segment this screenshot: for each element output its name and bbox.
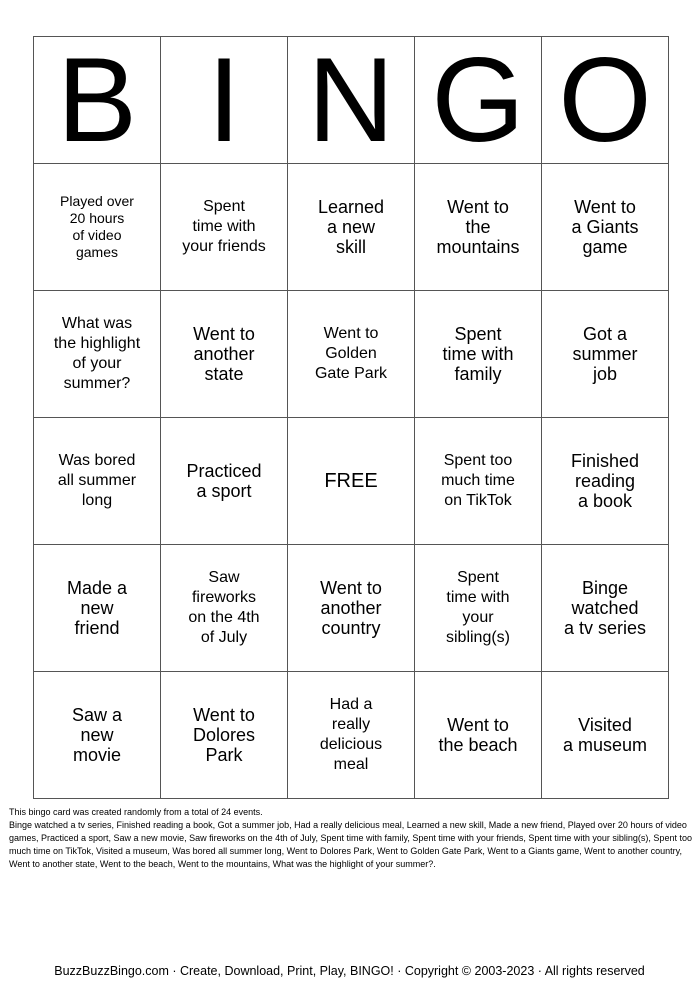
free-space-label: FREE <box>324 470 378 492</box>
description-event-list: Binge watched a tv series, Finished reading a book, Got a summer job, Had a really delicious meal, Learned a new skill, Made a new friend, Played over 20 hours of video games, Practiced a sport, Saw a new movie, Saw fireworks on the 4th of July, Spent time with family, Spent time with your friends, Spent time with your sibling(s), Spent too much time on TikTok, Visited a museum, Was bored all summer long, Went to Dolores Park, Went to Golden Gate Park, Went to a Giants game, Went to another country, Went to another state, Went to the beach, Went to the mountains, What was the highlight of your summer?. <box>9 820 692 869</box>
cell-text: Spent too much time on TikTok <box>441 452 515 509</box>
bingo-cell <box>288 164 415 291</box>
bingo-cell <box>542 418 669 545</box>
bingo-cell <box>415 672 542 799</box>
bingo-cell <box>34 545 161 672</box>
bingo-cell <box>161 672 288 799</box>
bingo-row <box>34 291 669 418</box>
cell-text: Practiced a sport <box>186 461 262 501</box>
bingo-row <box>34 672 669 799</box>
bingo-cell <box>415 418 542 545</box>
bingo-cell <box>34 164 161 291</box>
bingo-cell <box>34 291 161 418</box>
cell-text: Spent time with family <box>442 324 514 384</box>
cell-text: Visited a museum <box>562 715 648 755</box>
free-space-cell <box>288 418 415 545</box>
cell-text: Went to Dolores Park <box>192 705 256 765</box>
bingo-cell <box>34 418 161 545</box>
bingo-cell <box>415 545 542 672</box>
bingo-row <box>34 418 669 545</box>
bingo-cell <box>161 418 288 545</box>
bingo-header-row <box>34 37 669 164</box>
cell-text: Finished reading a book <box>570 451 640 511</box>
description-intro: This bingo card was created randomly from a total of 24 events. <box>9 807 263 817</box>
bingo-cell <box>288 672 415 799</box>
bingo-cell <box>542 291 669 418</box>
cell-text: Saw fireworks on the 4th of July <box>188 569 260 646</box>
cell-text: Learned a new skill <box>317 197 385 257</box>
cell-text: Had a really delicious meal <box>319 696 383 773</box>
header-letter-o: O <box>542 37 669 164</box>
cell-text: Went to the mountains <box>436 197 520 257</box>
cell-text: Saw a new movie <box>71 705 123 765</box>
cell-text: Was bored all summer long <box>57 452 137 509</box>
header-letter-b: B <box>34 37 161 164</box>
cell-text: Spent time with your sibling(s) <box>445 569 510 646</box>
cell-text: Played over 20 hours of video games <box>60 193 134 260</box>
page-footer: BuzzBuzzBingo.com · Create, Download, Print, Play, BINGO! · Copyright © 2003-2023 · All rights reserved <box>54 964 645 978</box>
cell-text: Went to another state <box>193 324 255 384</box>
cell-text: Went to another country <box>320 578 382 638</box>
bingo-cell <box>161 545 288 672</box>
bingo-cell <box>161 291 288 418</box>
bingo-cell <box>542 164 669 291</box>
bingo-cell <box>542 672 669 799</box>
bingo-cell <box>288 545 415 672</box>
cell-text: Went to a Giants game <box>571 197 639 257</box>
card-description <box>9 806 692 871</box>
bingo-cell <box>415 164 542 291</box>
bingo-cell <box>288 291 415 418</box>
bingo-card <box>33 36 669 799</box>
cell-text: Went to Golden Gate Park <box>314 325 388 382</box>
bingo-cell <box>415 291 542 418</box>
cell-text: Made a new friend <box>66 578 128 638</box>
cell-text: Went to the beach <box>438 715 518 755</box>
bingo-cell <box>34 672 161 799</box>
bingo-cell <box>161 164 288 291</box>
bingo-row <box>34 164 669 291</box>
header-letter-g: G <box>415 37 542 164</box>
header-letter-n: N <box>288 37 415 164</box>
bingo-cell <box>542 545 669 672</box>
cell-text: Binge watched a tv series <box>563 578 647 638</box>
cell-text: Spent time with your friends <box>182 198 266 255</box>
header-letter-i: I <box>161 37 288 164</box>
bingo-row <box>34 545 669 672</box>
cell-text: What was the highlight of your summer? <box>53 315 141 392</box>
cell-text: Got a summer job <box>572 324 638 384</box>
